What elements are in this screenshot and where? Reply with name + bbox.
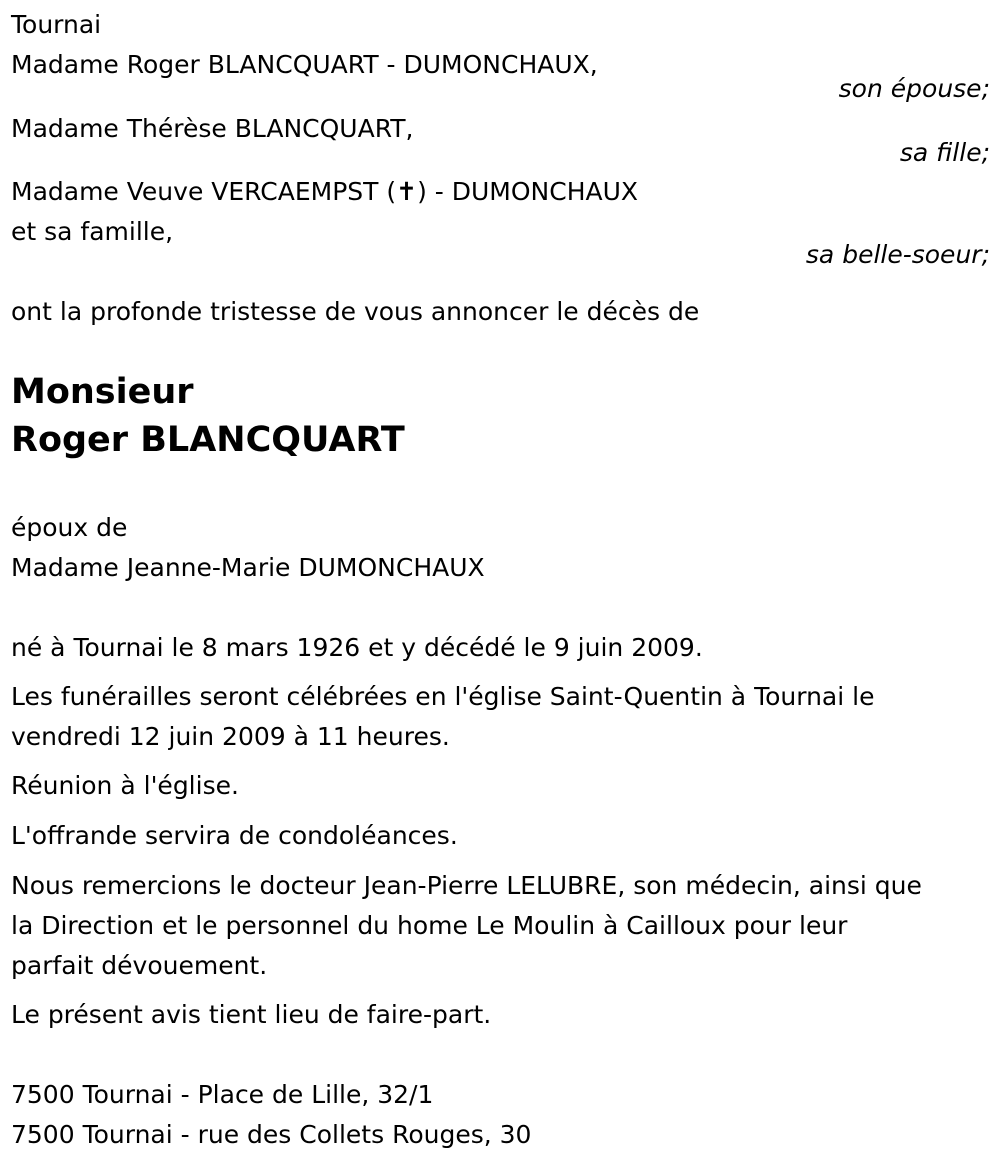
notice-text: Le présent avis tient lieu de faire-part.: [11, 1000, 492, 1029]
family-member-role: sa fille;: [899, 138, 990, 167]
thanks-text-end: parfait dévouement.: [11, 951, 268, 980]
offering-text: L'offrande servira de condoléances.: [11, 821, 458, 850]
thanks-text-continued: la Direction et le personnel du home Le Moulin à Cailloux pour leur: [11, 911, 848, 940]
address-line: 7500 Tournai - rue des Collets Rouges, 30: [11, 1120, 532, 1149]
family-member-role: sa belle-soeur;: [805, 240, 990, 269]
city-header: Tournai: [11, 10, 102, 39]
announcement-text: ont la profonde tristesse de vous annoncer le décès de: [11, 297, 700, 326]
family-member-role: son épouse;: [838, 74, 990, 103]
deceased-name: Roger BLANCQUART: [11, 420, 405, 460]
death-notice: [11, 0, 990, 1170]
birth-death-text: né à Tournai le 8 mars 1926 et y décédé le 9 juin 2009.: [11, 633, 703, 662]
family-member-name: Madame Thérèse BLANCQUART,: [11, 114, 414, 143]
spouse-name: Madame Jeanne-Marie DUMONCHAUX: [11, 553, 485, 582]
address-line: 7500 Tournai - Place de Lille, 32/1: [11, 1080, 434, 1109]
meeting-text: Réunion à l'église.: [11, 771, 239, 800]
funeral-text: Les funérailles seront célébrées en l'église Saint-Quentin à Tournai le: [11, 682, 875, 711]
funeral-text-continued: vendredi 12 juin 2009 à 11 heures.: [11, 722, 450, 751]
spouse-label: époux de: [11, 513, 128, 542]
family-member-name: Madame Veuve VERCAEMPST (✝) - DUMONCHAUX: [11, 177, 639, 206]
thanks-text: Nous remercions le docteur Jean-Pierre LELUBRE, son médecin, ainsi que: [11, 871, 922, 900]
family-member-name: Madame Roger BLANCQUART - DUMONCHAUX,: [11, 50, 598, 79]
family-member-name-continued: et sa famille,: [11, 217, 174, 246]
deceased-title: Monsieur: [11, 372, 194, 412]
